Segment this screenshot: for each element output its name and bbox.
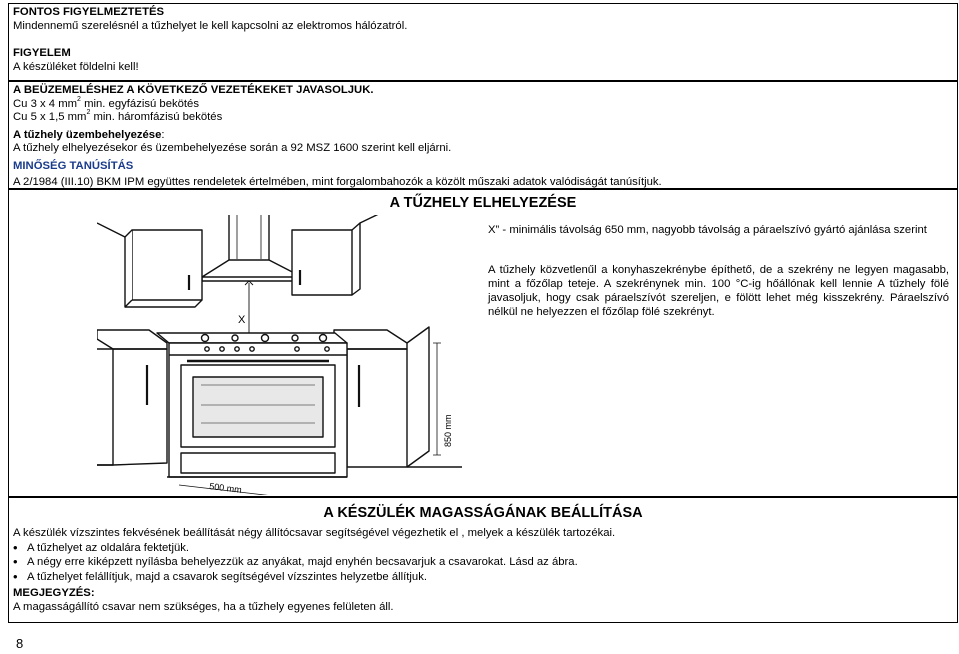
page-number: 8	[16, 636, 24, 651]
placement-box	[8, 189, 958, 497]
note-title: MEGJEGYZÉS:	[13, 587, 95, 599]
cable-1phase: Cu 3 x 4 $mm^2$ min. egyfázisú bekötés	[13, 95, 199, 110]
kitchen-illustration	[97, 215, 462, 495]
fontos-text: Mindennemű szerelésnél a tűzhelyet le kell kapcsolni az elektromos hálózatról.	[13, 19, 408, 32]
connection-heading: A BEÜZEMELÉSHEZ A KÖVETKEZŐ VEZETÉKEKET JAVASOLJUK.	[13, 84, 374, 96]
uzembe-heading: A tűzhely üzembehelyezése:	[13, 128, 165, 141]
x-dimension-label: X	[238, 314, 246, 326]
width-dimension-label: 500 mm	[208, 481, 243, 495]
note-text: A magasságállító csavar nem szükséges, ha a tűzhely egyenes felületen áll.	[13, 600, 394, 613]
cable-3phase: Cu 5 x 1,5 $mm^2$ min. háromfázisú bekötés	[13, 109, 223, 123]
installation-note: A tűzhely közvetlenűl a konyhaszekrénybe építhető, de a szekrény ne legyen magasabb, mint a főzőlap teteje. A szekrénynek min. 100 °C-ig hőállónak kell lennie A tűzhely fölé javasoljuk, hogy csak páraelszívót szereljen, e fölött lehet még kisszekrény. Páraelszívó nélkül ne helyezzen el főzőlap fölé szekrényt.	[488, 264, 949, 318]
placement-title: A TŰZHELY ELHELYEZÉSE	[389, 195, 577, 211]
height-adjust-steps	[13, 541, 953, 585]
step-item: • A tűzhelyet az oldalára fektetjük.	[13, 541, 953, 556]
warning-box	[8, 3, 958, 81]
minoseg-title: MINŐSÉG TANÚSÍTÁS	[13, 159, 134, 172]
height-adjust-box	[8, 497, 958, 623]
height-adjust-intro: A készülék vízszintes fekvésének beállítását négy állítócsavar segítségével végezhetik el , melyek a készülék tartozékai.	[13, 527, 616, 539]
fontos-title: FONTOS FIGYELMEZTETÉS	[13, 6, 165, 18]
distance-note: X” - minimális távolság 650 mm, nagyobb távolság a páraelszívó gyártó ajánlása szerint	[488, 224, 927, 236]
uzembe-text: A tűzhely elhelyezésekor és üzembehelyezése során a 92 MSZ 1600 szerint kell eljárni.	[13, 142, 452, 154]
step-item: • A tűzhelyet felállítjuk, majd a csavarok segítségével vízszintes helyzetbe állítjuk.	[13, 570, 953, 585]
figyelem-text: A készüléket földelni kell!	[13, 60, 139, 73]
connection-box	[8, 81, 958, 189]
figyelem-title: FIGYELEM	[13, 47, 71, 59]
height-dimension-label: 850 mm	[443, 414, 453, 447]
placement-text	[488, 223, 949, 319]
minoseg-text: A 2/1984 (III.10) BKM IPM együttes rendeletek értelmében, mint forgalombahozók a közölt műszaki adatok valódiságát tanúsítjuk.	[13, 176, 662, 188]
step-item: • A négy erre kiképzett nyílásba behelyezzük az anyákat, majd enyhén becsavarjuk a csavarokat. Lásd az ábra.	[13, 555, 953, 570]
height-adjust-title: A KÉSZÜLÉK MAGASSÁGÁNAK BEÁLLÍTÁSA	[323, 505, 643, 521]
